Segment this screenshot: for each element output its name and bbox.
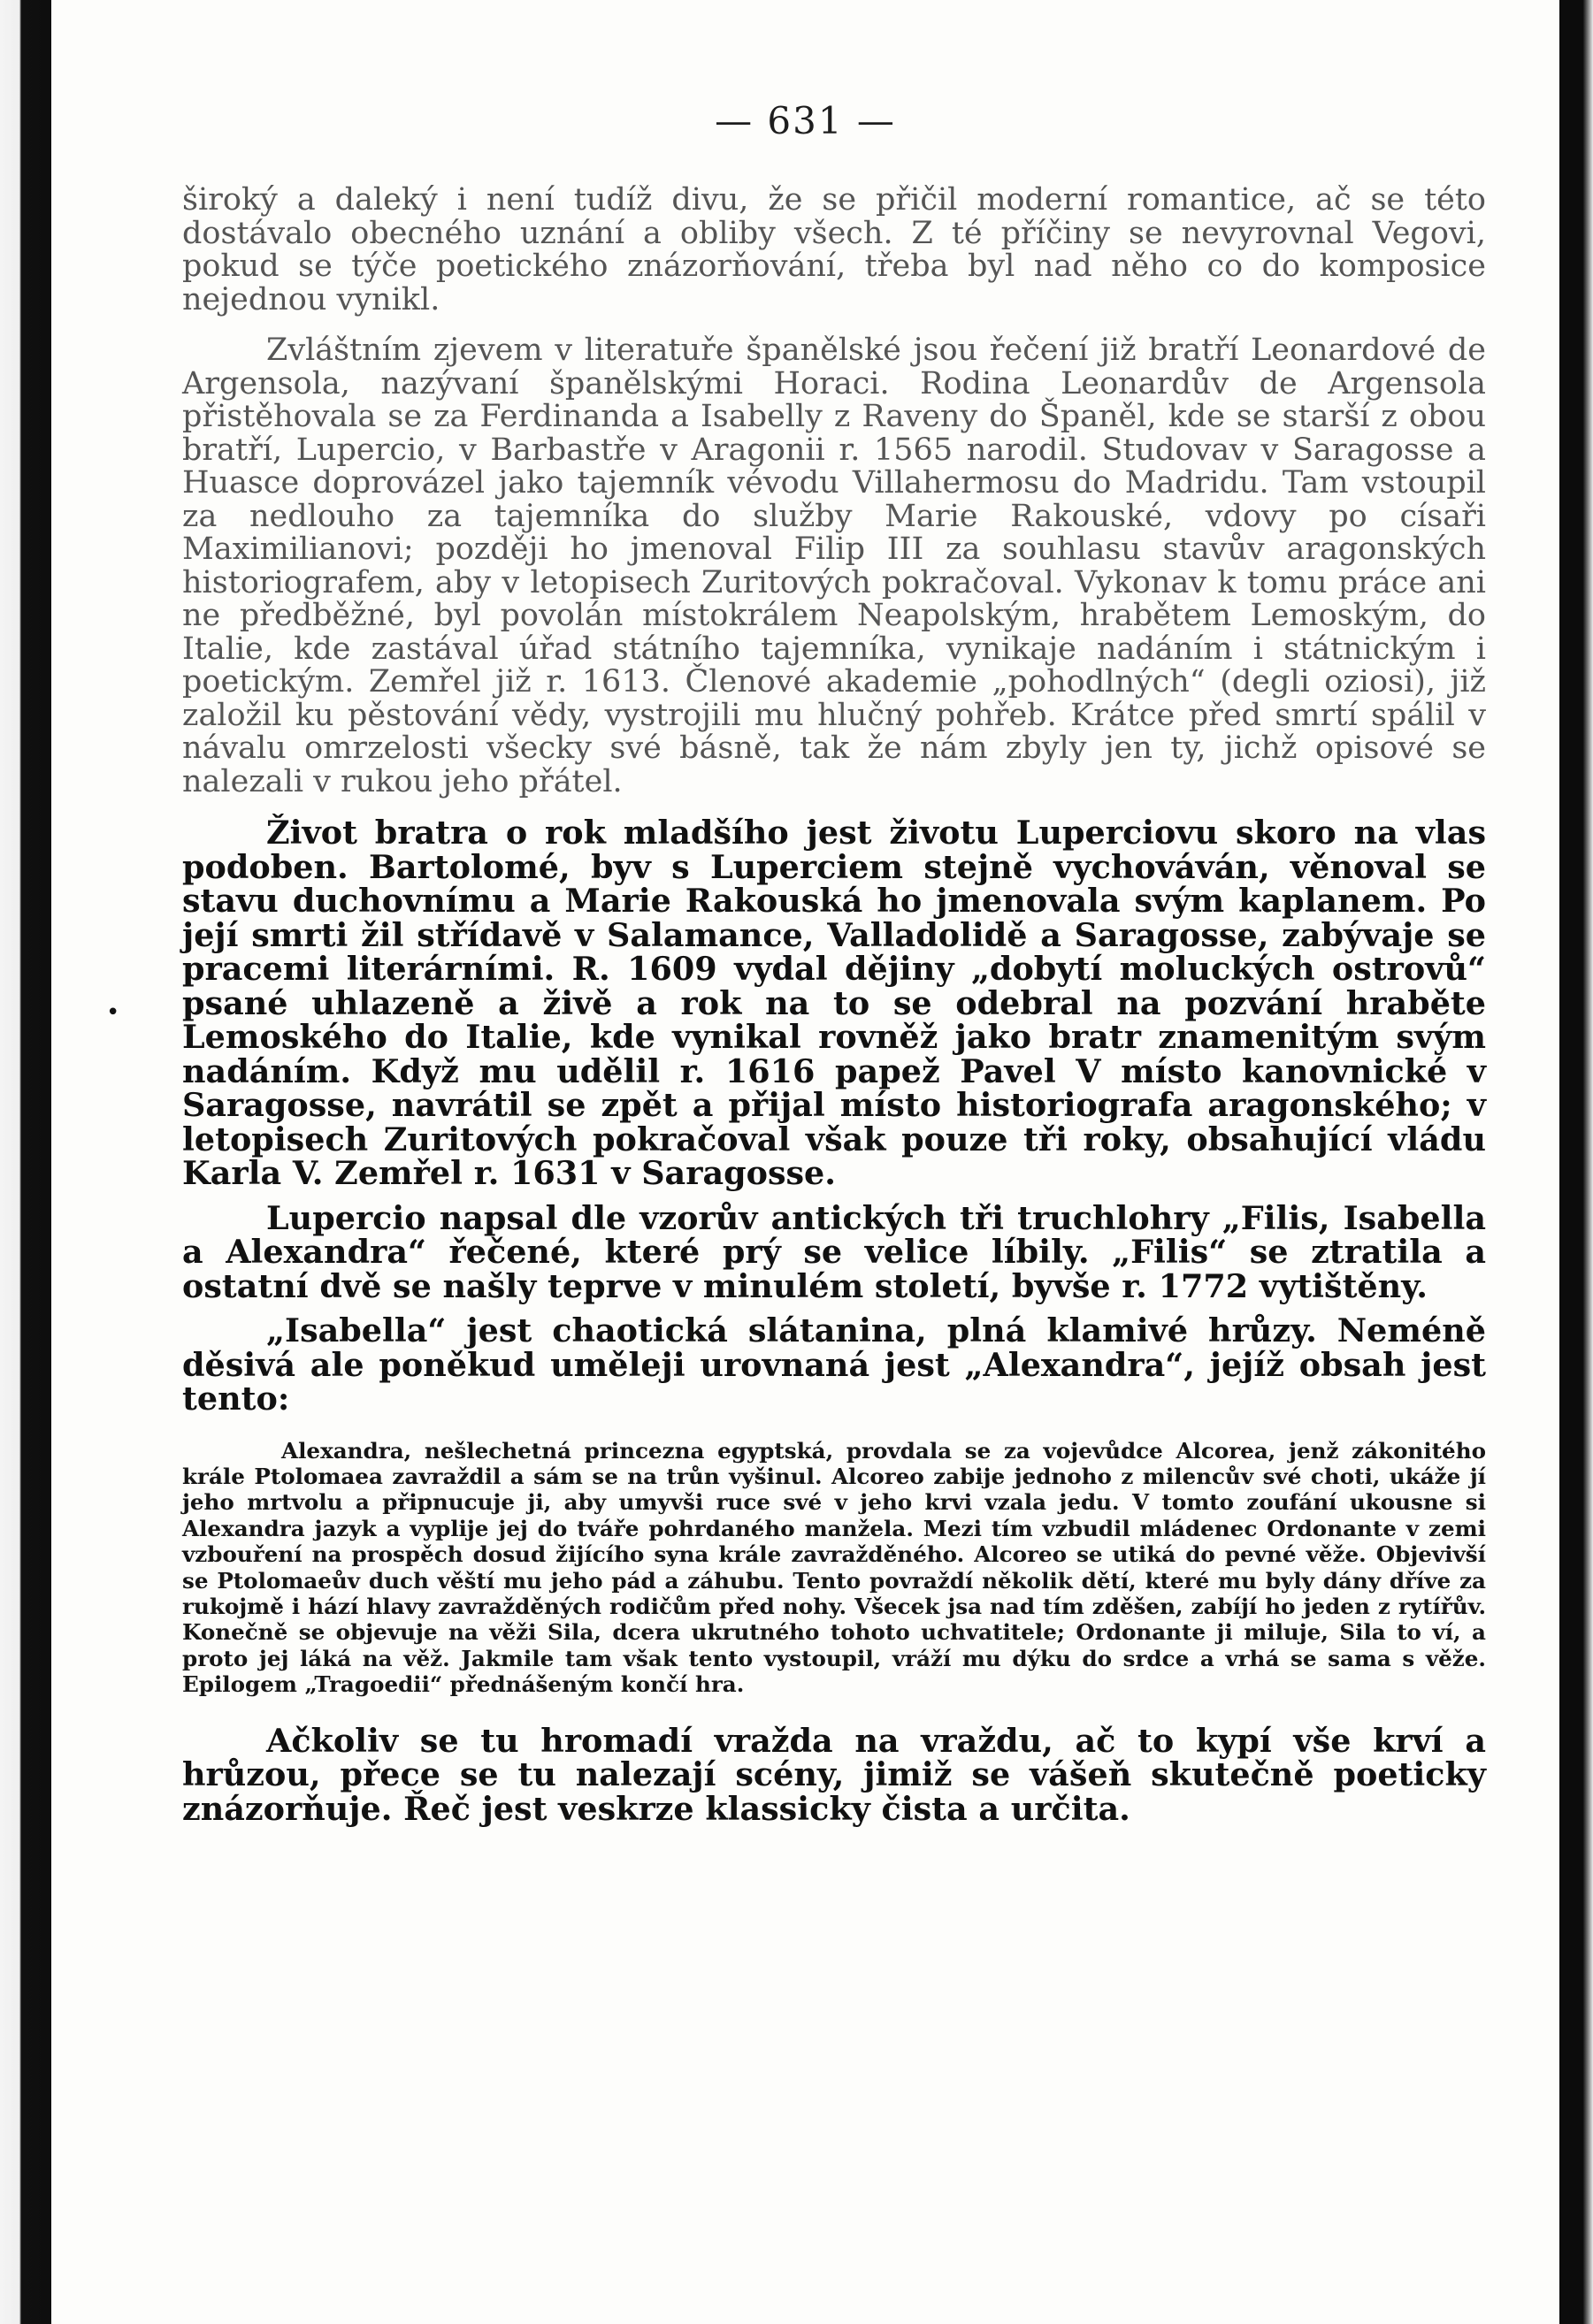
scan-left-border [0,0,51,2324]
paragraph-continuation: široký a daleký i není tudíž divu, že se přičil moderní romantice, ač se této dostávalo obecného uznání a obliby všech. Z té příčiny se nevyrovnal Vegovi, pokud se týče poetického znázorňování, třeba byl nad něho co do komposice nejednou vynikl. [182,182,1486,317]
scan-right-border [1559,0,1593,2324]
paragraph-tragedies: Lupercio napsal dle vzorův antických tři truchlohry „Filis, Isabella a Alexandra“ řečené, které prý se velice líbily. „Filis“ se ztratila a ostatní dvě se našly teprve v minulém století, byvše r. 1772 vytištěny. [182,1198,1486,1305]
margin-mark: • [106,999,120,1026]
plot-summary-alexandra: Alexandra, nešlechetná princezna egyptská, provdala se za vojevůdce Alcorea, jenž zákonitého krále Ptolomaea zavraždil a sám se na trůn vyšinul. Alcoreo zabije jednoho z milencův své choti, ukáže jí jeho mrtvolu a připnucuje ji, aby umyvši ruce své v jeho krvi vzala jedu. V tomto zoufání ukousne si Alexandra jazyk a vyplije jej do tváře pohrdaného manžela. Mezi tím vzbudil mládenec Ordonante v zemi vzbouření na prospěch dosud žijícího syna krále zavražděného. Alcoreo se utiká do pevné věže. Objevivší se Ptolomaeův duch věští mu jeho pád a záhubu. Tento povraždí několik dětí, které mu byly dány dříve za rukojmě i hází hlavy zavražděných rodičům před nohy. Všecek jsa nad tím zděšen, zabíjí ho jeden z rytířův. Konečně se objevuje na věži Sila, dcera ukrutného tohoto uchvatitele; Ordonante ji miluje, Sila to ví, a proto jej láká na věž. Jakmile tam však tento vystoupil, vráží mu dýku do srdce a vrhá se sama s věže. Epilogem „Tragoedii“ přednášeným končí hra. [182,1437,1486,1698]
book-page [51,0,1559,2324]
paragraph-conclusion: Ačkoliv se tu hromadí vražda na vraždu, ač to kypí vše krví a hrůzou, přece se tu nalezají scény, jimiž se vášeň skutečně poeticky znázorňuje. Řeč jest veskrze klassicky čista a určita. [182,1721,1486,1828]
page-number: — 631 — [715,99,896,142]
text-column [182,184,1486,1826]
paragraph-isabella: „Isabella“ jest chaotická slátanina, plná klamivé hrůzy. Neméně děsivá ale poněkud uměleji urovnaná jest „Alexandra“, jejíž obsah jest tento: [182,1311,1486,1418]
paragraph-bartolome: Život bratra o rok mladšího jest životu Luperciovu skoro na vlas podoben. Bartolomé, byv s Luperciem stejně vychováván, věnoval se stavu duchovnímu a Marie Rakouská ho jmenovala svým kaplanem. Po její smrti žil střídavě v Salamance, Valladolidě a Saragosse, zabývaje se pracemi literárními. R. 1609 vydal dějiny „dobytí moluckých ostrovů“ psané uhlazeně a živě a rok na to se odebral na pozvání hraběte Lemoského do Italie, kde vynikal rovněž jako bratr znamenitým svým nadáním. Když mu udělil r. 1616 papež Pavel V místo kanovnické v Saragosse, navrátil se zpět a přijal místo historiografa aragonského; v letopisech Zuritových pokračoval však pouze tři roky, obsahující vládu Karla V. Zemřel r. 1631 v Saragosse. [182,814,1486,1192]
paragraph-argensola-brothers: Zvláštním zjevem v literatuře španělské jsou řečení již bratří Leonardové de Argensola, nazývaní španělskými Horaci. Rodina Leonardův de Argensola přistěhovala se za Ferdinanda a Isabelly z Raveny do Španěl, kde se starší z obou bratří, Lupercio, v Barbastře v Aragonii r. 1565 narodil. Studovav v Saragosse a Huasce doprovázel jako tajemník vévodu Villahermosu do Madridu. Tam vstoupil za nedlouho za tajemníka do služby Marie Rakouské, vdovy po císaři Maximilianovi; později ho jmenoval Filip III za souhlasu stavův aragonských historiografem, aby v letopisech Zuritových pokračoval. Vykonav k tomu práce ani ne předběžné, byl povolán místokrálem Neapolským, hrabětem Lemoským, do Italie, kde zastával úřad státního tajemníka, vynikaje nadáním i státnickým i poetickým. Zemřel již r. 1613. Členové akademie „pohodlných“ (degli oziosi), již založil ku pěstování vědy, vystrojili mu hlučný pohřeb. Krátce před smrtí spálil v návalu omrzelosti všecky své básně, tak že nám zbyly jen ty, jichž opisové se nalezali v rukou jeho přátel. [182,333,1486,799]
